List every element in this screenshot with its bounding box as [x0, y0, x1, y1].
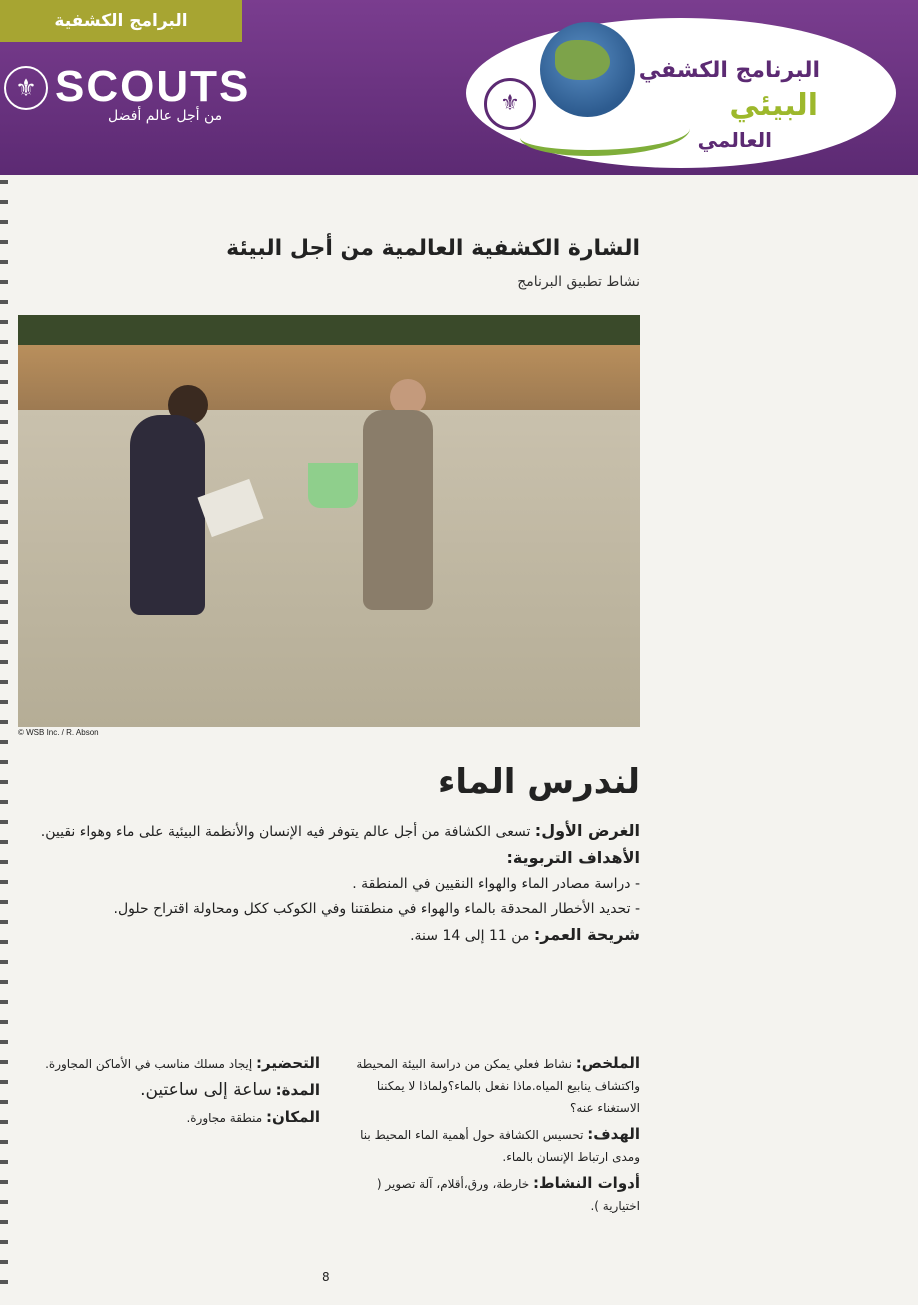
- photo-bucket: [308, 463, 358, 508]
- purpose-text: تسعى الكشافة من أجل عالم يتوفر فيه الإنسان والأنظمة البيئية على ماء وهواء نقيين.: [40, 824, 531, 840]
- prep-label: التحضير:: [256, 1054, 320, 1072]
- section-tag: البرامج الكشفية: [0, 0, 242, 42]
- place-paragraph: [10, 1106, 320, 1129]
- duration-text: ساعة إلى ساعتين.: [140, 1080, 272, 1100]
- prep-text: إيجاد مسلك مناسب في الأماكن المجاورة.: [45, 1057, 253, 1071]
- goal-item: - دراسة مصادر الماء والهواء النقيين في المنطقة .: [352, 876, 640, 892]
- tools-label: أدوات النشاط:: [533, 1174, 640, 1192]
- tools-text: خارطة، ورق،أقلام، آلة تصوير ( اختيارية ).: [376, 1177, 640, 1213]
- prep-paragraph: [10, 1052, 320, 1075]
- photo-person2: [363, 410, 433, 610]
- place-label: المكان:: [266, 1108, 320, 1126]
- activity-photo: [18, 315, 640, 727]
- tools-paragraph: [340, 1172, 640, 1217]
- eco-program-line1: البرنامج الكشفي: [638, 58, 820, 83]
- photo-trees: [18, 315, 640, 347]
- eco-program-line3: العالمي: [697, 128, 772, 152]
- section-heading: لندرس الماء: [438, 762, 640, 802]
- scouts-slogan: من أجل عالم أفضل: [108, 108, 223, 124]
- details-right-column: [340, 1052, 640, 1221]
- scouts-seal-icon: ⚜: [484, 78, 536, 130]
- goals-label-text: الأهداف التربوية:: [506, 848, 640, 867]
- page-title: الشارة الكشفية العالمية من أجل البيئة: [226, 236, 640, 261]
- photo-credit: © WSB Inc. / R. Abson: [18, 728, 99, 737]
- activity-body: [18, 818, 640, 949]
- duration-paragraph: [10, 1079, 320, 1102]
- objective-label: الهدف:: [587, 1125, 640, 1143]
- age-label: شريحة العمر:: [533, 925, 640, 944]
- summary-text: نشاط فعلي يمكن من دراسة البيئة المحيطة واكتشاف ينابيع المياه.ماذا نفعل بالماء؟ولماذا لا يمكننا الاستغناء عنه؟: [356, 1057, 640, 1115]
- eco-program-line2: البيئي: [729, 88, 818, 123]
- purpose-paragraph: [18, 818, 640, 845]
- globe-land-shape: [555, 40, 610, 80]
- header-banner: [0, 0, 918, 175]
- objective-paragraph: [340, 1123, 640, 1168]
- spiral-binding: [0, 180, 8, 1300]
- scouts-logo-text: SCOUTS: [55, 62, 251, 111]
- photo-water: [18, 410, 640, 727]
- goal-item: - تحديد الأخطار المحدقة بالماء والهواء في منطقتنا وفي الكوكب ككل ومحاولة اقتراح حلول.: [113, 901, 640, 917]
- objective-text: تحسيس الكشافة حول أهمية الماء المحيط بنا ومدى ارتباط الإنسان بالماء.: [360, 1128, 640, 1164]
- purpose-label: الغرض الأول:: [534, 821, 640, 840]
- summary-paragraph: [340, 1052, 640, 1119]
- duration-label: المدة:: [275, 1081, 320, 1099]
- page-number: 8: [322, 1270, 330, 1284]
- summary-label: الملخص:: [575, 1054, 640, 1072]
- age-text: من 11 إلى 14 سنة.: [410, 928, 530, 944]
- page-subtitle: نشاط تطبيق البرنامج: [517, 274, 640, 290]
- details-left-column: [10, 1052, 320, 1133]
- scouts-emblem-icon: ⚜: [4, 66, 48, 110]
- place-text: منطقة مجاورة.: [186, 1111, 263, 1125]
- photo-person1: [130, 415, 205, 615]
- age-paragraph: [18, 922, 640, 949]
- photo-bank: [18, 345, 640, 410]
- goals-label: [18, 845, 640, 872]
